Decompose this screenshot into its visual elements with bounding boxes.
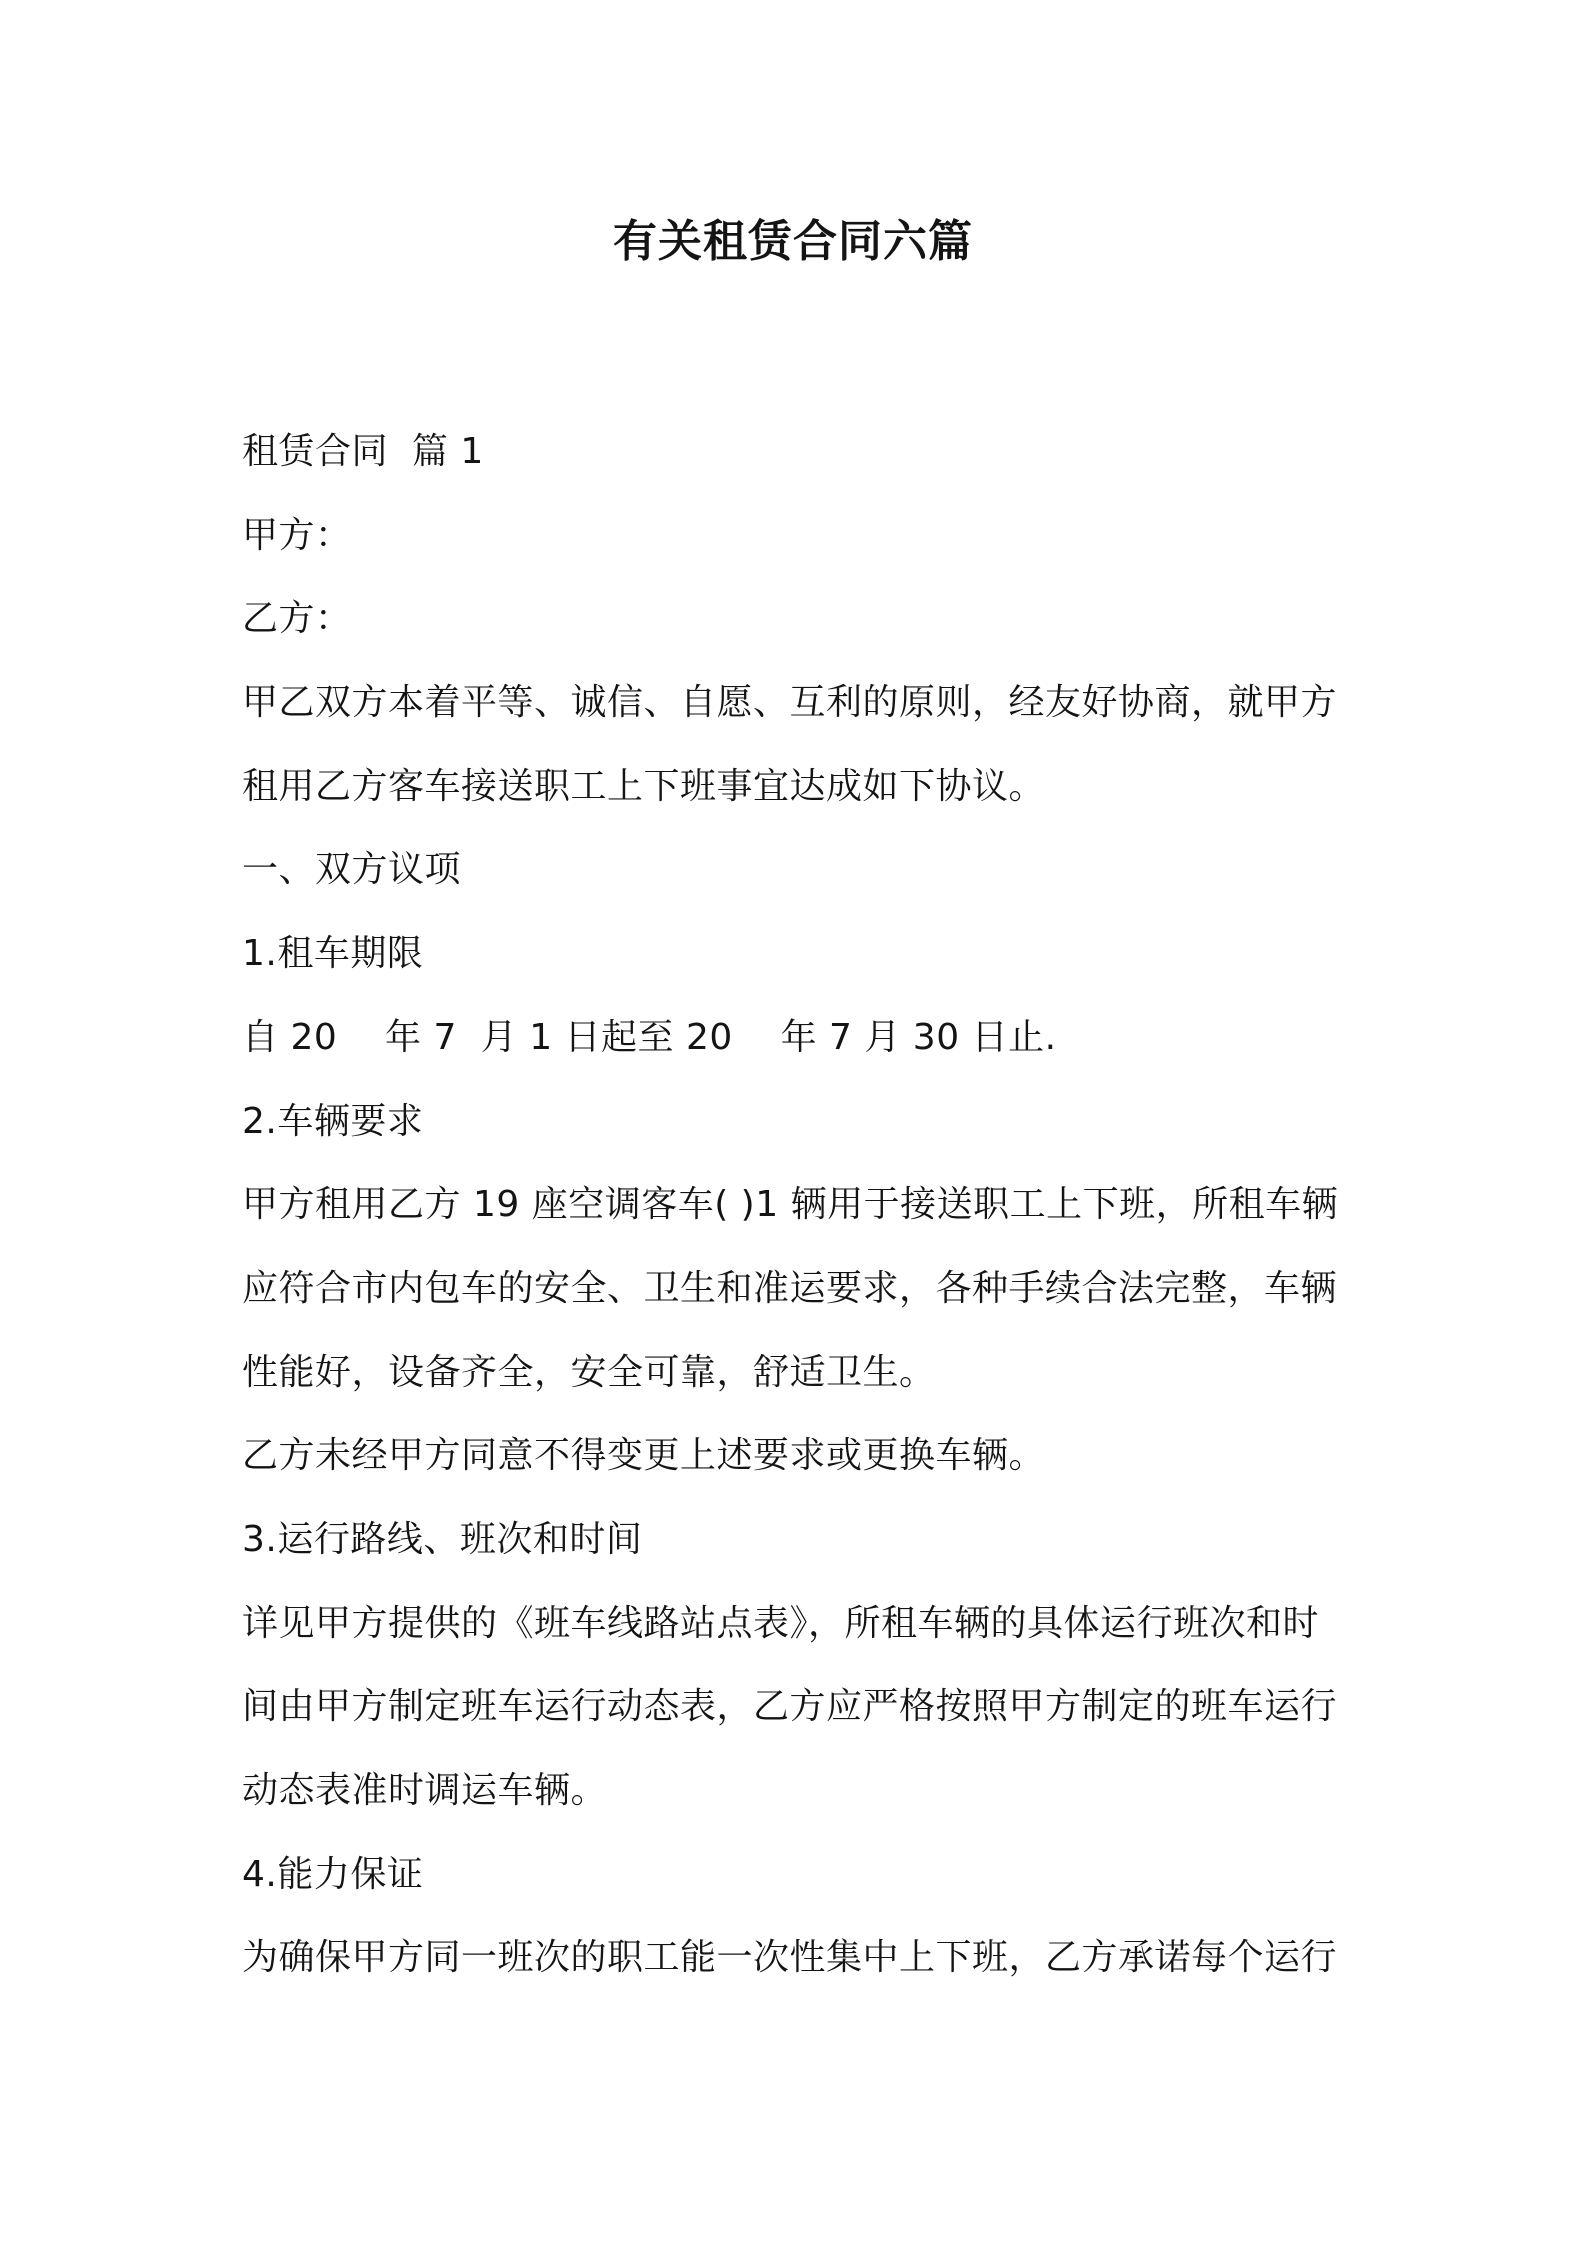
paragraph-line: 乙方未经甲方同意不得变更上述要求或更换车辆。: [242, 1435, 1046, 1477]
paragraph-line: 间由甲方制定班车运行动态表，乙方应严格按照甲方制定的班车运行: [242, 1686, 1338, 1728]
clause-subheading: 3.运行路线、班次和时间: [242, 1518, 643, 1560]
clause-subheading: 2.车辆要求: [242, 1100, 424, 1142]
document-title: 有关租赁合同六篇: [613, 216, 973, 267]
paragraph-line: 租用乙方客车接送职工上下班事宜达成如下协议。: [242, 765, 1046, 807]
document-body: [242, 410, 1362, 2000]
clause-heading: 一、双方议项: [242, 849, 462, 891]
clause-subheading: 4.能力保证: [242, 1853, 424, 1895]
paragraph-line: 自 20 年 7 月 1 日起至 20 年 7 月 30 日止.: [242, 1016, 1057, 1058]
paragraph-line: 甲方租用乙方 19 座空调客车( )1 辆用于接送职工上下班，所租车辆: [242, 1184, 1339, 1226]
paragraph-line: 应符合市内包车的安全、卫生和准运要求，各种手续合法完整，车辆: [242, 1267, 1338, 1309]
paragraph-line: 甲乙双方本着平等、诚信、自愿、互利的原则，经友好协商，就甲方: [242, 682, 1338, 724]
party-b-line: 乙方：: [242, 598, 352, 640]
paragraph-line: 性能好，设备齐全，安全可靠，舒适卫生。: [242, 1351, 936, 1393]
clause-subheading: 1.租车期限: [242, 933, 424, 975]
paragraph-line: 动态表准时调运车辆。: [242, 1770, 608, 1811]
paragraph-line: 详见甲方提供的《班车线路站点表》，所租车辆的具体运行班次和时: [242, 1602, 1320, 1644]
paragraph-line: 为确保甲方同一班次的职工能一次性集中上下班，乙方承诺每个运行: [242, 1937, 1338, 1979]
party-a-line: 甲方：: [242, 514, 352, 556]
section-heading-part-1: 租赁合同 篇 1: [242, 431, 484, 472]
